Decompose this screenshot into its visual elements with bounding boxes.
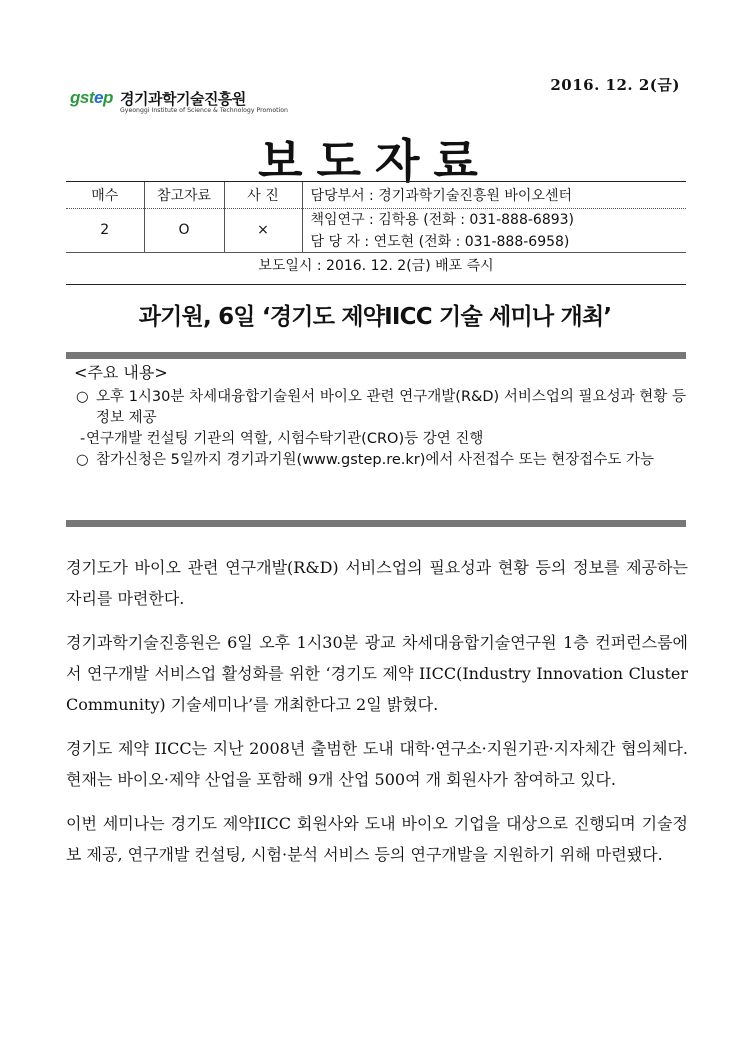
value-photo: × — [224, 208, 302, 252]
body-paragraph: 경기도가 바이오 관련 연구개발(R&D) 서비스업의 필요성과 현황 등의 정보를 제공하는 자리를 마련한다. — [66, 558, 688, 608]
header-photo: 사 진 — [224, 182, 302, 208]
staff-contact: 담 당 자 : 연도현 (전화 : 031-888-6958) — [310, 233, 570, 250]
summary-item-text: 참가신청은 5일까지 경기과기원(www.gstep.re.kr)에서 사전접수 또는 현장접수도 가능 — [96, 452, 654, 468]
header-attachments: 참고자료 — [144, 182, 224, 208]
logo-name: 경기과학기술진흥원 — [120, 90, 246, 108]
value-pages: 2 — [66, 208, 144, 252]
summary-bottom-bar — [66, 520, 686, 527]
summary-title: <주요 내용> — [74, 363, 168, 382]
info-bottom-rule — [66, 284, 686, 285]
header-pages: 매수 — [66, 182, 144, 208]
article-body — [66, 552, 688, 883]
body-paragraph: 이번 세미나는 경기도 제약IICC 회원사와 도내 바이오 기업을 대상으로 진행되며 기술정보 제공, 연구개발 컨설팅, 시험·분석 서비스 등의 연구개발을 지원하기 위해 마련됐다. — [66, 814, 688, 864]
summary-item-text: 오후 1시30분 차세대융합기술원서 바이오 관련 연구개발(R&D) 서비스업의 필요성과 현황 등 정보 제공 — [96, 389, 686, 426]
responsible-contact: 책임연구 : 김학용 (전화 : 031-888-6893) — [310, 212, 574, 229]
release-time: 보도일시 : 2016. 12. 2(금) 배포 즉시 — [66, 252, 686, 278]
summary-item-text: 연구개발 컨설팅 기관의 역할, 시험수탁기관(CRO)등 강연 진행 — [86, 431, 484, 447]
gstep-logo — [70, 86, 310, 122]
summary-item — [66, 387, 686, 429]
page-title: 보도자료 — [258, 134, 492, 188]
summary-item — [66, 429, 686, 450]
logo-mark: gstep — [70, 88, 113, 107]
value-attachments: O — [144, 208, 224, 252]
circle-bullet-icon: ○ — [76, 452, 89, 468]
summary-item — [66, 450, 686, 471]
summary-box — [66, 362, 686, 471]
department: 담당부서 : 경기과학기술진흥원 바이오센터 — [302, 182, 686, 208]
circle-bullet-icon: ○ — [76, 389, 89, 405]
summary-top-bar — [66, 352, 686, 359]
info-table — [66, 182, 686, 278]
body-paragraph: 경기과학기술진흥원은 6일 오후 1시30분 광교 차세대융합기술연구원 1층 컨퍼런스룸에서 연구개발 서비스업 활성화를 위한 ‘경기도 제약 IICC(Industry Innovation Cluster Community) 기술세미나’를 개최한다고 2일 밝혔다. — [66, 633, 688, 714]
dash-bullet-icon: - — [80, 431, 86, 447]
headline: 과기원, 6일 ‘경기도 제약IICC 기술 세미나 개최’ — [138, 304, 612, 330]
body-paragraph: 경기도 제약 IICC는 지난 2008년 출범한 도내 대학·연구소·지원기관·지자체간 협의체다. 현재는 바이오·제약 산업을 포함해 9개 산업 500여 개 회원사가 참여하고 있다. — [66, 739, 688, 789]
logo-subtitle: Gyeonggi Institute of Science & Technology Promotion — [120, 107, 288, 114]
release-date: 2016. 12. 2(금) — [550, 76, 680, 94]
